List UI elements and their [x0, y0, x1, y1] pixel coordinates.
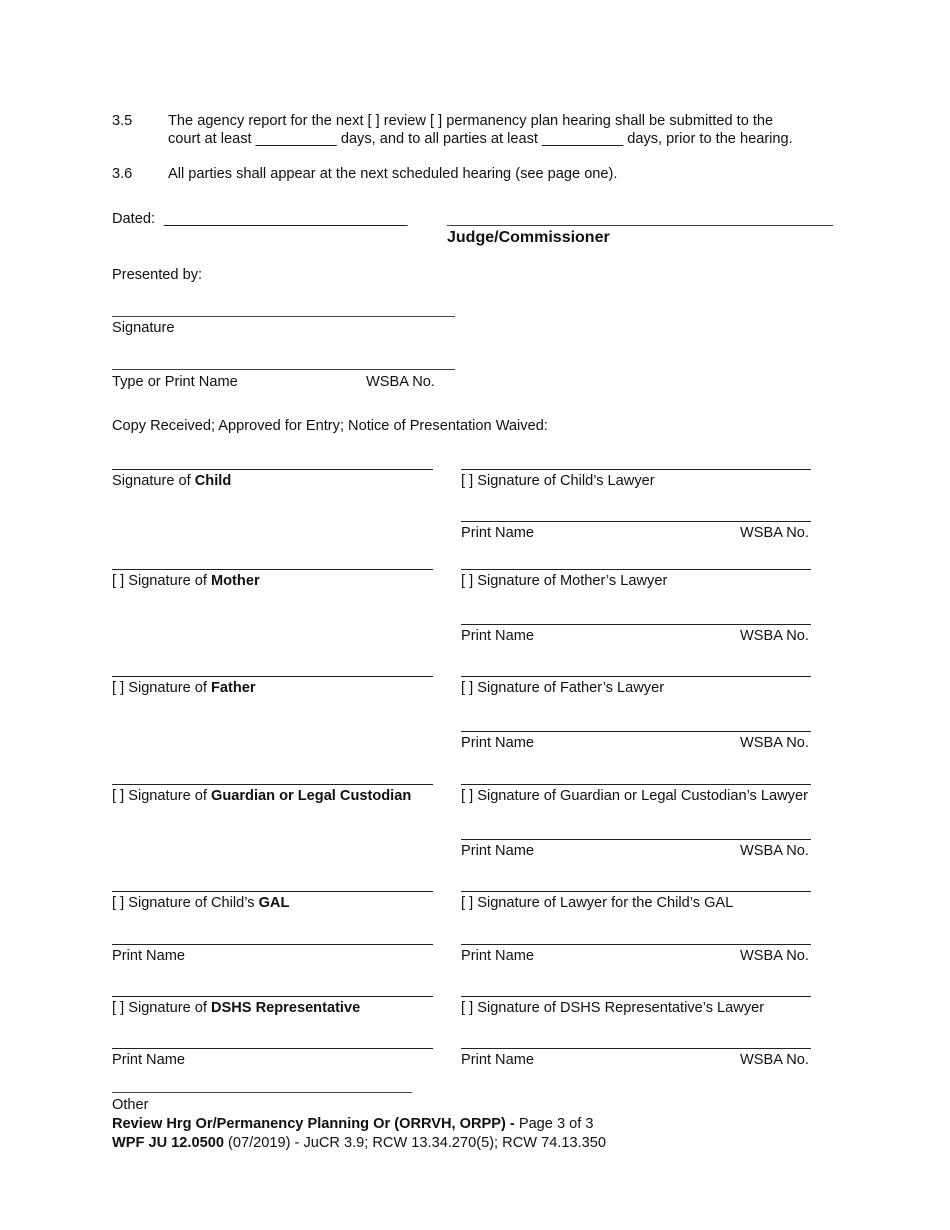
dshs-lawyer-print-name-label: Print Name: [461, 1052, 534, 1068]
gal-signature-line[interactable]: [112, 891, 433, 892]
other-label: Other: [112, 1097, 149, 1113]
presenter-name-line[interactable]: [112, 369, 455, 370]
mother-lawyer-print-name-label: Print Name: [461, 628, 534, 644]
gal-lawyer-signature-label: [ ] Signature of Lawyer for the Child’s GAL: [461, 895, 734, 911]
dated-label: Dated:: [112, 211, 155, 227]
child-signature-label: Signature of Child: [112, 473, 232, 489]
child-lawyer-print-name-label: Print Name: [461, 525, 534, 541]
gal-lawyer-print-name-label: Print Name: [461, 948, 534, 964]
gal-lawyer-signature-line[interactable]: [461, 891, 811, 892]
child-signature-line[interactable]: [112, 469, 433, 470]
section-3-5-line-1: The agency report for the next [ ] review [ ] permanency plan hearing shall be submitted to the: [168, 113, 774, 129]
judge-signature-line[interactable]: [447, 225, 833, 226]
dshs-lawyer-signature-label: [ ] Signature of DSHS Representative’s Lawyer: [461, 1000, 765, 1016]
dshs-name-line[interactable]: [112, 1048, 433, 1049]
section-number-3-6: 3.6: [112, 166, 133, 182]
copy-received-statement: Copy Received; Approved for Entry; Notice of Presentation Waived:: [112, 418, 548, 434]
mother-signature-label: [ ] Signature of Mother: [112, 573, 260, 589]
father-lawyer-name-line[interactable]: [461, 731, 811, 732]
gal-name-line[interactable]: [112, 944, 433, 945]
guardian-lawyer-signature-line[interactable]: [461, 784, 811, 785]
mother-lawyer-signature-line[interactable]: [461, 569, 811, 570]
guardian-lawyer-wsba-label: WSBA No.: [740, 843, 809, 859]
dshs-signature-label: [ ] Signature of DSHS Representative: [112, 1000, 361, 1016]
guardian-signature-line[interactable]: [112, 784, 433, 785]
gal-print-name-label: Print Name: [112, 948, 185, 964]
presenter-wsba-label: WSBA No.: [366, 374, 435, 390]
presenter-signature-line[interactable]: [112, 316, 455, 317]
guardian-signature-label: [ ] Signature of Guardian or Legal Custodian: [112, 788, 412, 804]
child-lawyer-name-line[interactable]: [461, 521, 811, 522]
father-lawyer-signature-line[interactable]: [461, 676, 811, 677]
father-lawyer-print-name-label: Print Name: [461, 735, 534, 751]
mother-lawyer-name-line[interactable]: [461, 624, 811, 625]
presenter-print-name-label: Type or Print Name: [112, 374, 238, 390]
father-signature-label: [ ] Signature of Father: [112, 680, 256, 696]
section-number-3-5: 3.5: [112, 113, 133, 129]
child-lawyer-signature-line[interactable]: [461, 469, 811, 470]
footer-form-title: Review Hrg Or/Permanency Planning Or (ORRVH, ORPP) - Page 3 of 3: [112, 1116, 594, 1132]
dated-blank[interactable]: ______________________________: [164, 211, 408, 227]
dshs-signature-line[interactable]: [112, 996, 433, 997]
judge-commissioner-label: Judge/Commissioner: [447, 229, 610, 246]
other-signature-line[interactable]: [112, 1092, 412, 1093]
presented-by-label: Presented by:: [112, 267, 203, 283]
mother-lawyer-signature-label: [ ] Signature of Mother’s Lawyer: [461, 573, 668, 589]
child-lawyer-wsba-label: WSBA No.: [740, 525, 809, 541]
guardian-lawyer-name-line[interactable]: [461, 839, 811, 840]
father-signature-line[interactable]: [112, 676, 433, 677]
mother-signature-line[interactable]: [112, 569, 433, 570]
gal-lawyer-name-line[interactable]: [461, 944, 811, 945]
father-lawyer-wsba-label: WSBA No.: [740, 735, 809, 751]
dshs-print-name-label: Print Name: [112, 1052, 185, 1068]
guardian-lawyer-signature-label: [ ] Signature of Guardian or Legal Custodian’s Lawyer: [461, 788, 808, 804]
footer-form-number: WPF JU 12.0500 (07/2019) - JuCR 3.9; RCW 13.34.270(5); RCW 74.13.350: [112, 1135, 606, 1151]
guardian-lawyer-print-name-label: Print Name: [461, 843, 534, 859]
father-lawyer-signature-label: [ ] Signature of Father’s Lawyer: [461, 680, 665, 696]
presenter-signature-label: Signature: [112, 320, 175, 336]
dshs-lawyer-name-line[interactable]: [461, 1048, 811, 1049]
gal-lawyer-wsba-label: WSBA No.: [740, 948, 809, 964]
mother-lawyer-wsba-label: WSBA No.: [740, 628, 809, 644]
dshs-lawyer-signature-line[interactable]: [461, 996, 811, 997]
section-3-5-line-2: court at least __________ days, and to all parties at least __________ days, prior to the hearing.: [168, 131, 793, 147]
section-3-6-text: All parties shall appear at the next scheduled hearing (see page one).: [168, 166, 618, 182]
dshs-lawyer-wsba-label: WSBA No.: [740, 1052, 809, 1068]
gal-signature-label: [ ] Signature of Child’s GAL: [112, 895, 290, 911]
child-lawyer-signature-label: [ ] Signature of Child’s Lawyer: [461, 473, 655, 489]
